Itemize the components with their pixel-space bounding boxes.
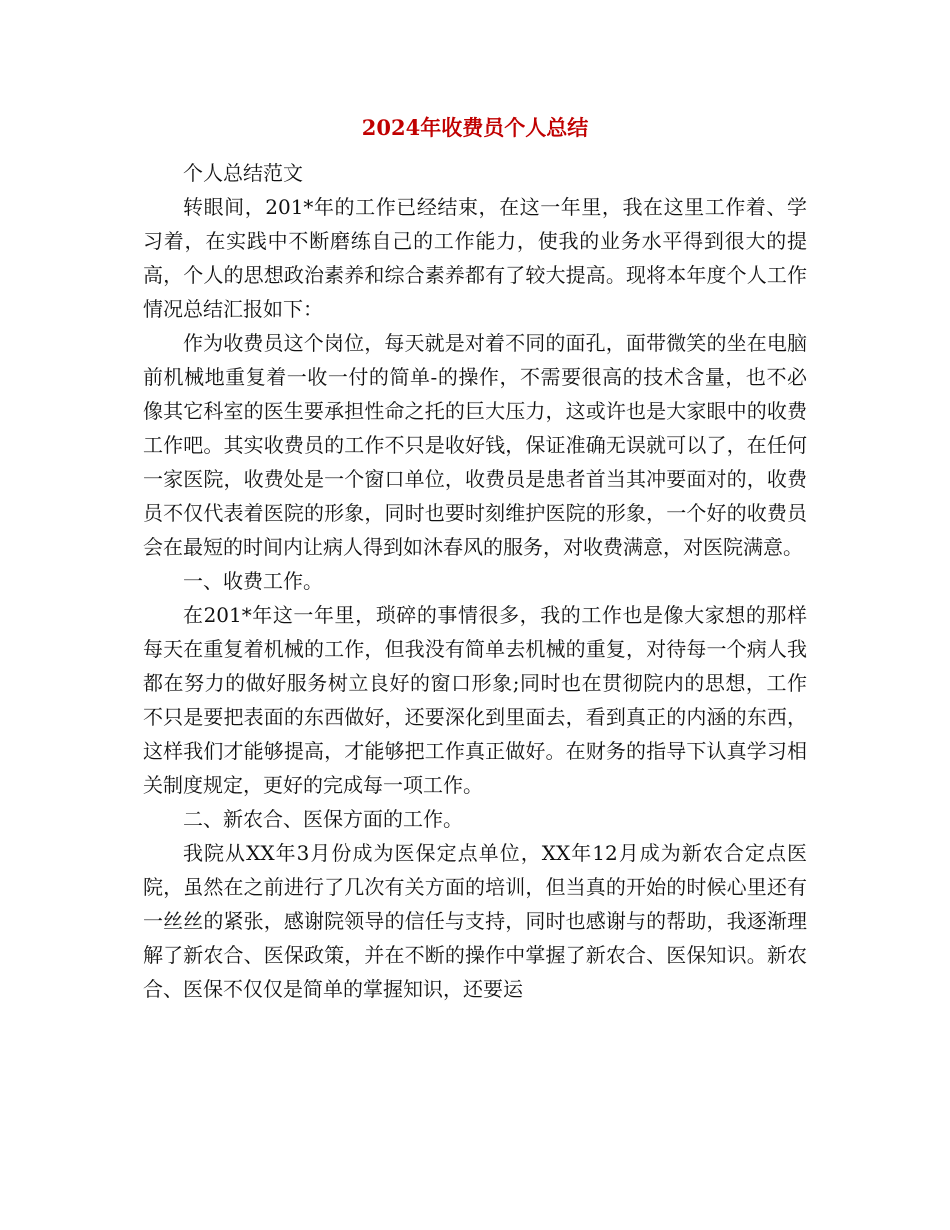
paragraph-intro: 转眼间，201*年的工作已经结束，在这一年里，我在这里工作着、学习着，在实践中不断磨练自己的工作能力，使我的业务水平得到很大的提高，个人的思想政治素养和综合素养都有了较大提高。现将本年度个人工作情况总结汇报如下： — [143, 195, 807, 321]
section-heading-billing: 一、收费工作。 — [183, 569, 323, 593]
paragraph-subtitle: 个人总结范文 — [183, 161, 303, 185]
document-body — [143, 156, 807, 1006]
document-title: 2024年收费员个人总结 — [361, 115, 589, 140]
section-heading-insurance: 二、新农合、医保方面的工作。 — [183, 807, 463, 831]
paragraph-role: 作为收费员这个岗位，每天就是对着不同的面孔，面带微笑的坐在电脑前机械地重复着一收一付的简单-的操作，不需要很高的技术含量，也不必像其它科室的医生要承担性命之托的巨大压力，这或许也是大家眼中的收费工作吧。其实收费员的工作不只是收好钱，保证准确无误就可以了，在任何一家医院，收费处是一个窗口单位，收费员是患者首当其冲要面对的，收费员不仅代表着医院的形象，同时也要时刻维护医院的形象，一个好的收费员会在最短的时间内让病人得到如沐春风的服务，对收费满意，对医院满意。 — [143, 331, 807, 559]
paragraph-billing: 在201*年这一年里，琐碎的事情很多，我的工作也是像大家想的那样每天在重复着机械的工作，但我没有简单去机械的重复，对待每一个病人我都在努力的做好服务树立良好的窗口形象;同时也在贯彻院内的思想，工作不只是要把表面的东西做好，还要深化到里面去，看到真正的内涵的东西，这样我们才能够提高，才能够把工作真正做好。在财务的指导下认真学习相关制度规定，更好的完成每一项工作。 — [143, 603, 807, 797]
paragraph-insurance: 我院从XX年3月份成为医保定点单位，XX年12月成为新农合定点医院，虽然在之前进行了几次有关方面的培训，但当真的开始的时候心里还有一丝丝的紧张，感谢院领导的信任与支持，同时也感谢与的帮助，我逐渐理解了新农合、医保政策，并在不断的操作中掌握了新农合、医保知识。新农合、医保不仅仅是简单的掌握知识，还要运 — [143, 841, 807, 1001]
